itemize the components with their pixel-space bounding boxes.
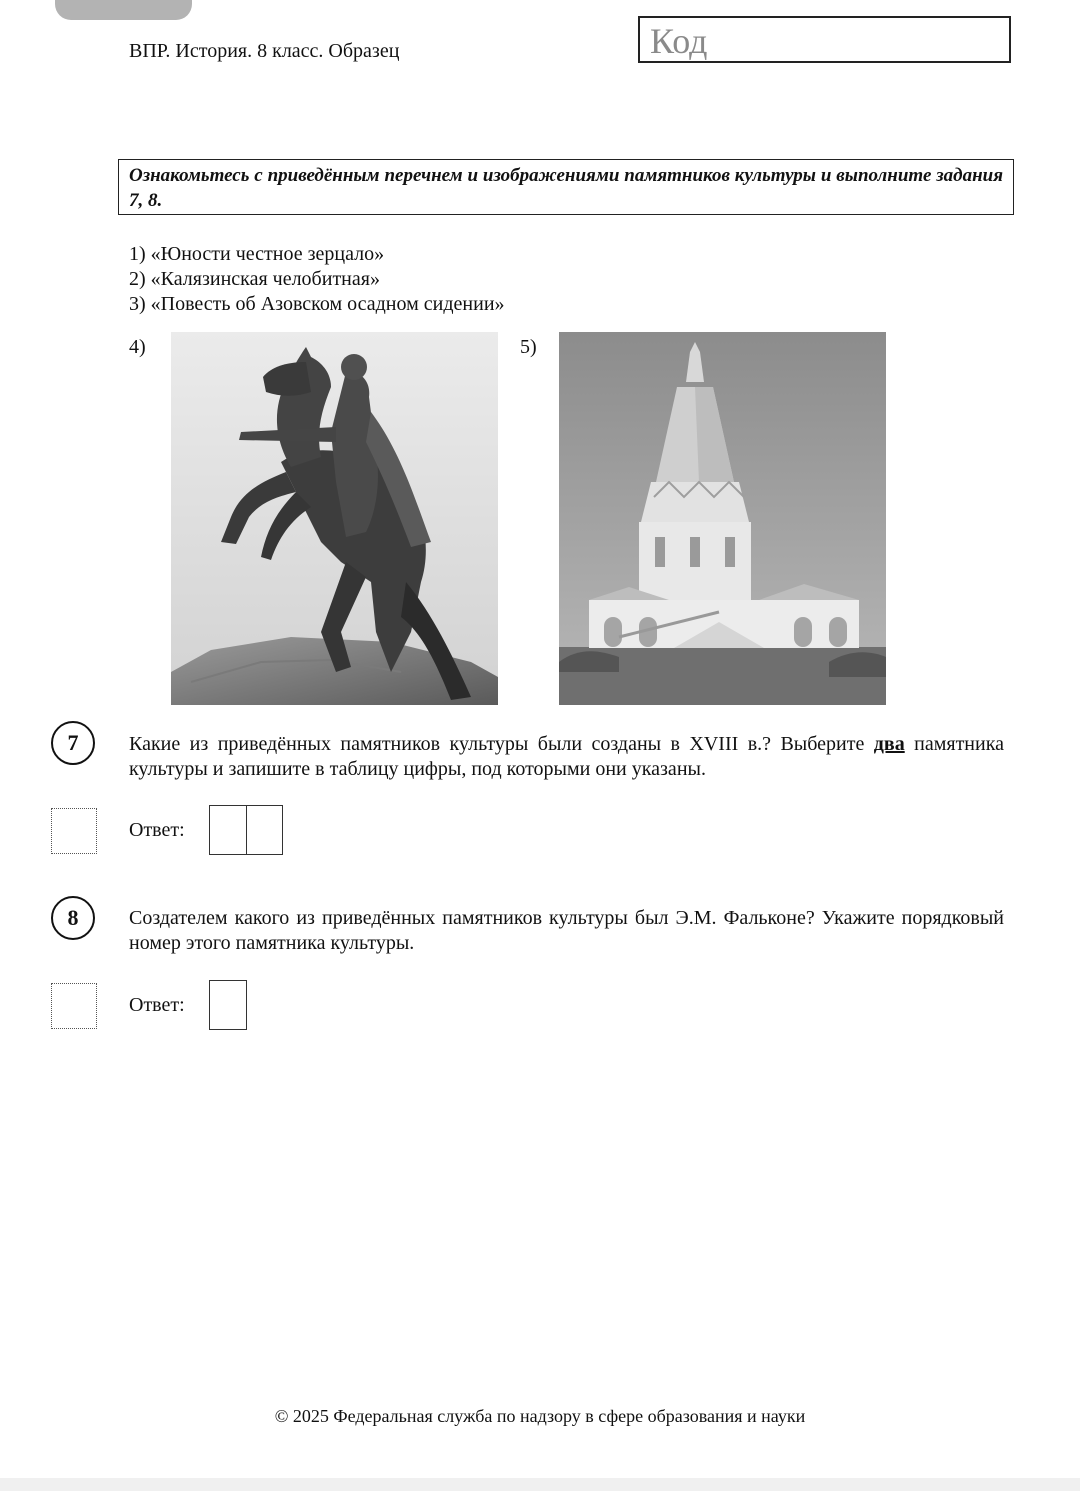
image-label-4: 4) (129, 336, 146, 358)
question-7-text-end: памятника культуры и запишите в таблицу цифры, под которыми они указаны. (129, 733, 1005, 780)
answer-cell[interactable] (246, 806, 282, 854)
answer-field-7[interactable] (209, 805, 283, 855)
question-7-emphasis: два (873, 733, 905, 755)
question-number-8: 8 (51, 896, 95, 940)
source-item: 3) «Повесть об Азовском осадном сидении» (129, 293, 505, 315)
source-item: 1) «Юности честное зерцало» (129, 243, 385, 265)
question-7-text-start: Какие из приведённых памятников культуры были созданы в XVIII в.? Выберите (129, 733, 874, 755)
equestrian-statue-photo (171, 332, 498, 705)
answer-label-7: Ответ: (129, 819, 185, 841)
question-8-text: Создателем какого из приведённых памятников культуры был Э.М. Фальконе? Укажите порядковый номер этого памятника культуры. (129, 907, 1004, 954)
sources-list (129, 242, 505, 317)
answer-field-8[interactable] (209, 980, 247, 1030)
bottom-strip (0, 1478, 1080, 1491)
score-box-8[interactable] (51, 983, 97, 1029)
code-label: Код (650, 21, 708, 61)
image-label-5: 5) (520, 336, 537, 358)
top-tab (55, 0, 192, 20)
score-box-7[interactable] (51, 808, 97, 854)
answer-cell[interactable] (210, 806, 246, 854)
answer-cell[interactable] (210, 981, 246, 1029)
source-item: 2) «Калязинская челобитная» (129, 268, 380, 290)
question-number-7: 7 (51, 721, 95, 765)
footer-copyright: © 2025 Федеральная служба по надзору в сфере образования и науки (274, 1406, 806, 1426)
code-field[interactable] (638, 16, 1011, 63)
question-7-text (129, 732, 1004, 782)
page-header-title: ВПР. История. 8 класс. Образец (129, 40, 400, 62)
answer-label-8: Ответ: (129, 994, 185, 1016)
tent-roof-church-photo (559, 332, 886, 705)
instruction-box: Ознакомьтесь с приведённым перечнем и изображениями памятников культуры и выполните задания 7, 8. (118, 159, 1014, 215)
